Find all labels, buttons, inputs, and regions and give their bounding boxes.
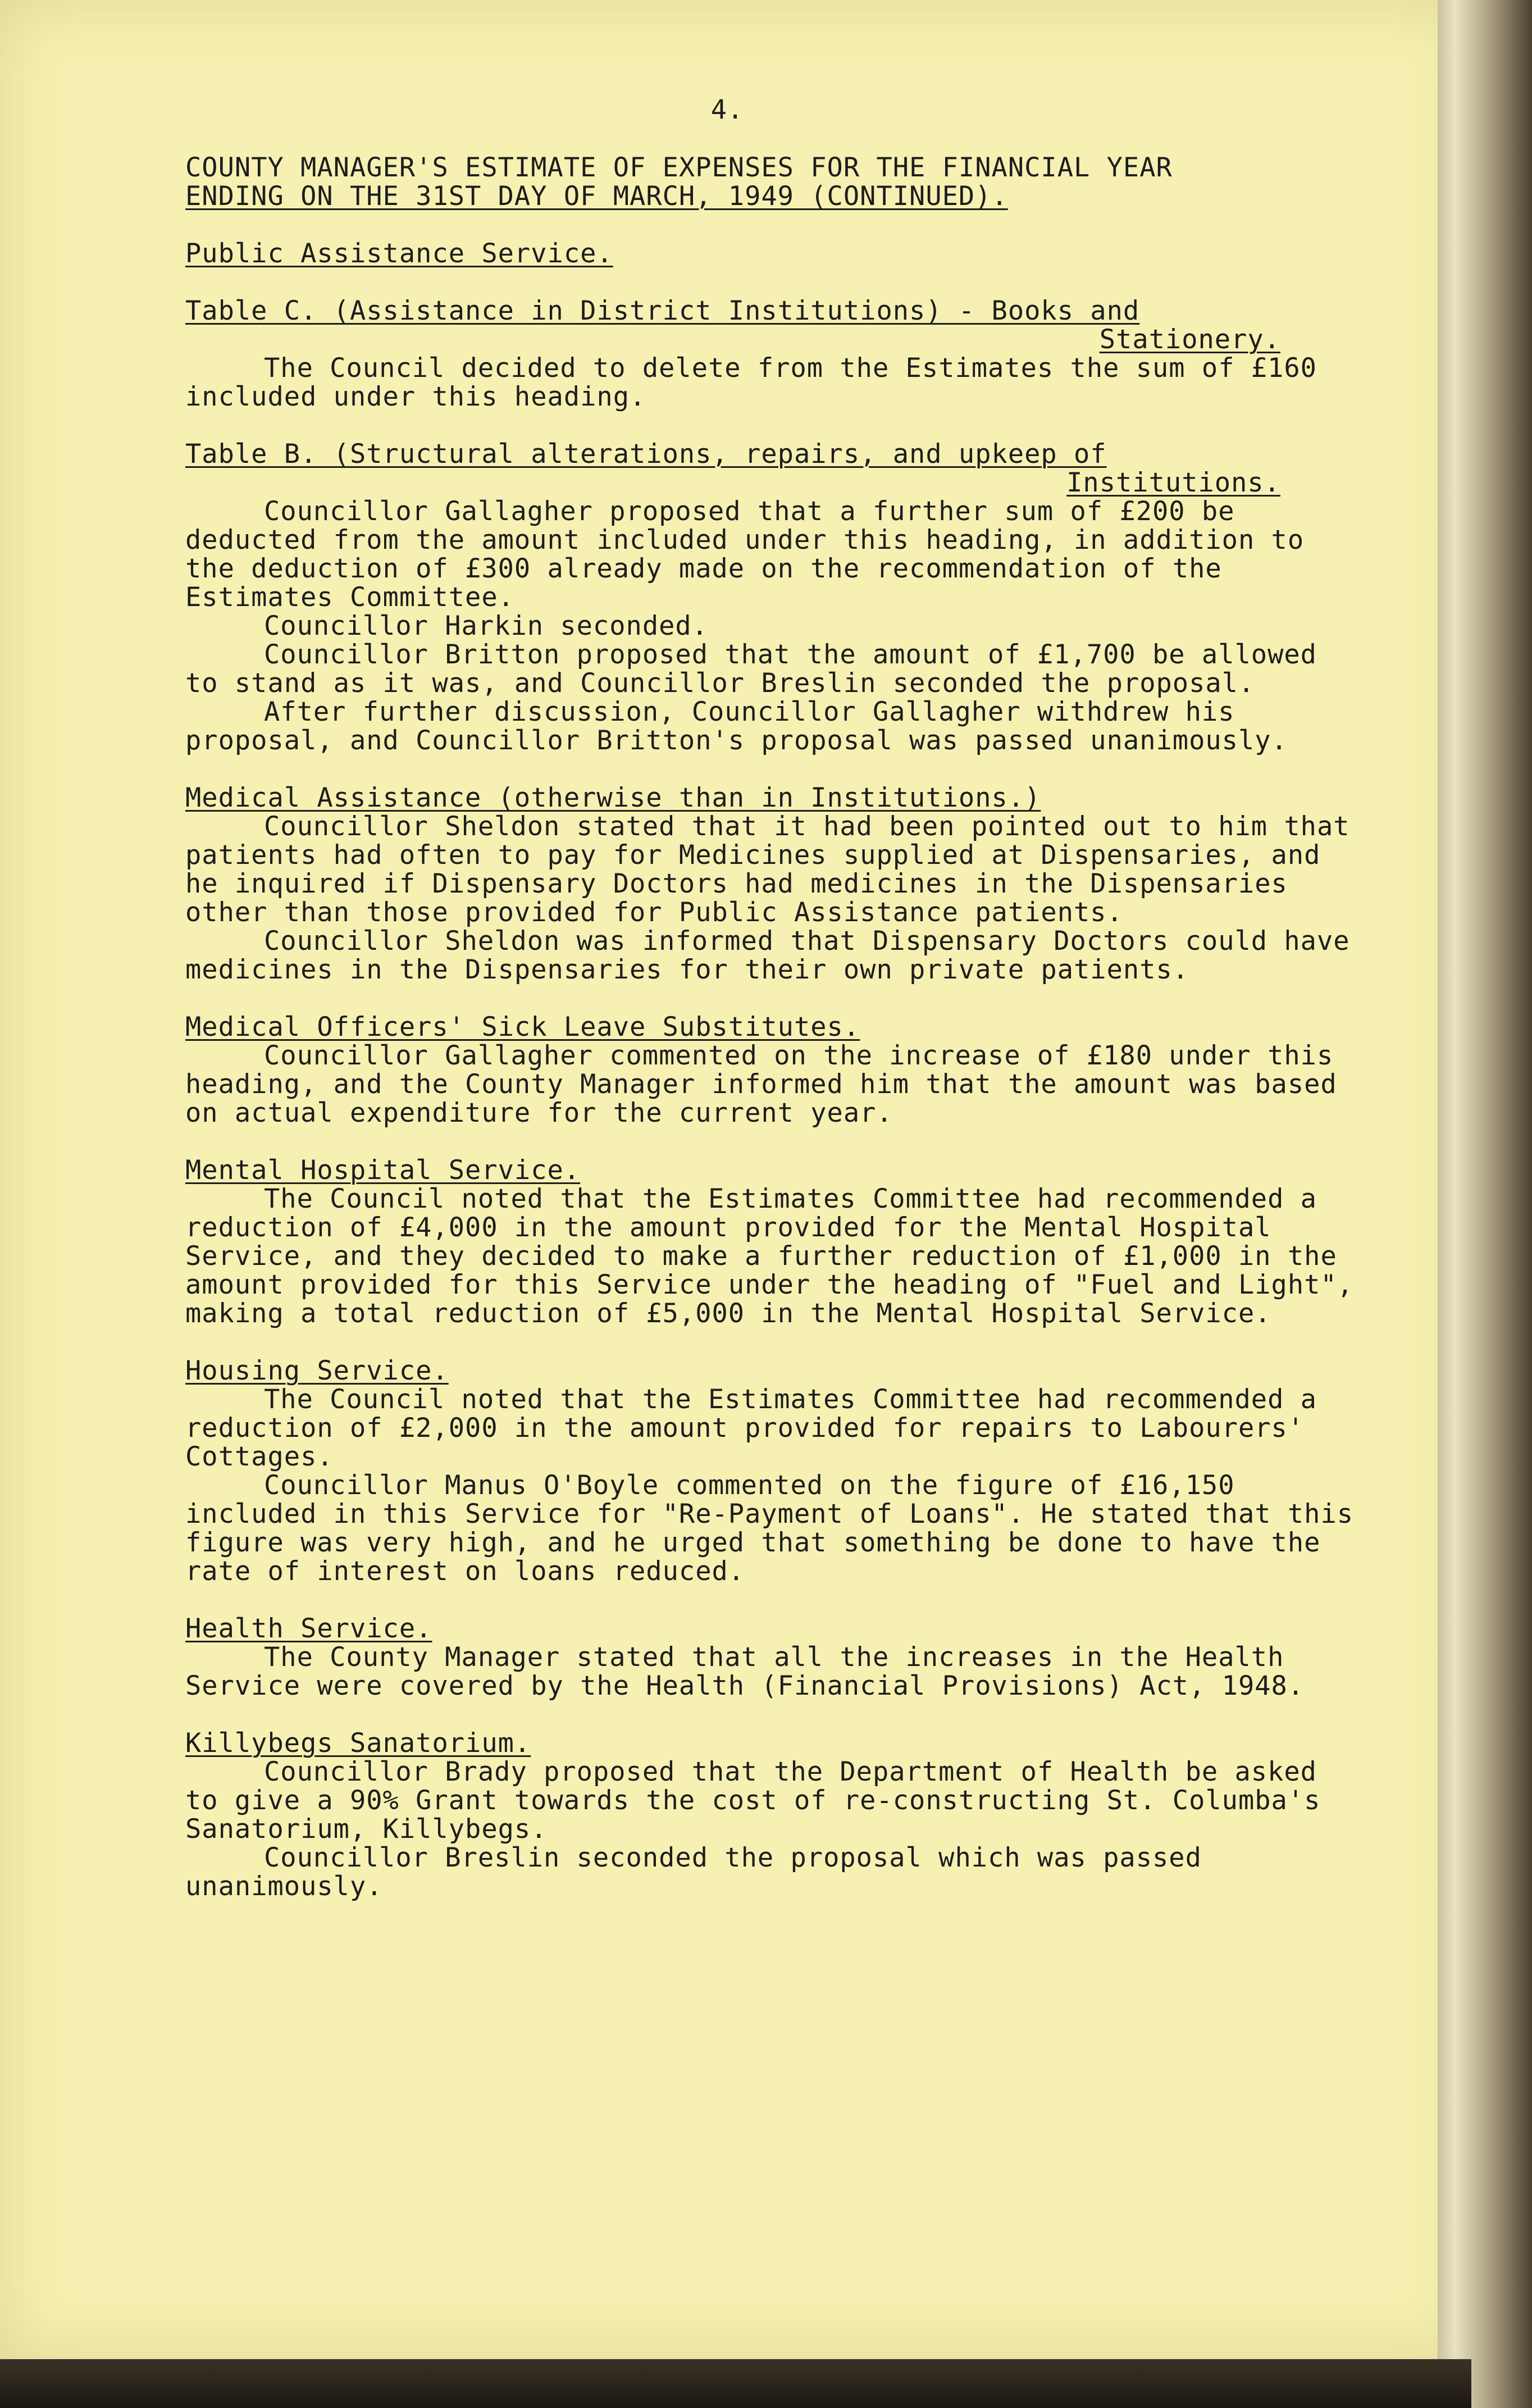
heading-medical-assistance: Medical Assistance (otherwise than in Institutions.) [185, 782, 1041, 813]
section-medical-officers [185, 1013, 1365, 1127]
paragraph: Councillor Harkin seconded. [264, 611, 709, 641]
paragraph: The County Manager stated that all the increases in the Health Service were covered by the Health (Financial Provisions) Act, 1948. [185, 1642, 1305, 1701]
section-table-c [185, 297, 1365, 411]
paragraph: The Council noted that the Estimates Committee had recommended a reduction of £4,000 in the amount provided for the Mental Hospital Service, and they decided to make a further reduction of £1,000 in the amount provided for this Service under the heading of "Fuel and Light", making a total reduction of £5,000 in the Mental Hospital Service. [185, 1183, 1354, 1329]
paragraph: Councillor Brady proposed that the Department of Health be asked to give a 90% Grant towards the cost of re-constructing St. Columba's Sanatorium, Killybegs. [185, 1756, 1321, 1845]
section-medical-assistance [185, 784, 1365, 984]
heading-mental-hospital: Mental Hospital Service. [185, 1155, 581, 1186]
section-public-assistance [185, 239, 1365, 268]
section-table-b [185, 440, 1365, 755]
heading-health: Health Service. [185, 1613, 432, 1644]
paragraph: Councillor Sheldon stated that it had been pointed out to him that patients had often to pay for Medicines supplied at Dispensaries, and he inquired if Dispensary Doctors had medicines in the Dispensaries other than those provided for Public Assistance patients. [185, 811, 1350, 928]
heading-killybegs: Killybegs Sanatorium. [185, 1728, 531, 1759]
paragraph: After further discussion, Councillor Gallagher withdrew his proposal, and Councillor Britton's proposal was passed unanimously. [185, 697, 1288, 756]
heading-table-b-line1: Table B. (Structural alterations, repairs, and upkeep of [185, 439, 1107, 470]
heading-housing: Housing Service. [185, 1355, 449, 1386]
paragraph: The Council decided to delete from the Estimates the sum of £160 included under this heading. [185, 353, 1317, 412]
paragraph: The Council noted that the Estimates Committee had recommended a reduction of £2,000 in the amount provided for repairs to Labourers' Cottages. [185, 1384, 1317, 1472]
heading-table-b-line2: Institutions. [1066, 467, 1280, 498]
paragraph: Councillor Gallagher commented on the increase of £180 under this heading, and the County Manager informed him that the amount was based on actual expenditure for the current year. [185, 1040, 1337, 1128]
section-killybegs [185, 1729, 1365, 1901]
heading-public-assistance: Public Assistance Service. [185, 238, 613, 269]
document-body [185, 95, 1365, 1901]
heading-table-c-line1: Table C. (Assistance in District Institutions) - Books and [185, 295, 1140, 326]
paragraph: Councillor Manus O'Boyle commented on the figure of £16,150 included in this Service for "Re-Payment of Loans". He stated that this figure was very high, and he urged that something be done to have the rate of interest on loans reduced. [185, 1470, 1354, 1587]
document-title [185, 153, 1365, 211]
section-health [185, 1614, 1365, 1700]
section-mental-hospital [185, 1156, 1365, 1328]
page-number: 4. [710, 94, 744, 125]
heading-medical-officers: Medical Officers' Sick Leave Substitutes. [185, 1012, 860, 1043]
page-bottom-shadow [0, 2359, 1471, 2408]
title-line-1: COUNTY MANAGER'S ESTIMATE OF EXPENSES FOR THE FINANCIAL YEAR [185, 152, 1173, 183]
paragraph: Councillor Sheldon was informed that Dispensary Doctors could have medicines in the Dispensaries for their own private patients. [185, 926, 1350, 985]
paragraph: Councillor Britton proposed that the amount of £1,700 be allowed to stand as it was, and Councillor Breslin seconded the proposal. [185, 639, 1317, 699]
section-housing [185, 1357, 1365, 1586]
heading-table-c-line2: Stationery. [1099, 324, 1280, 355]
paragraph: Councillor Gallagher proposed that a further sum of £200 be deducted from the amount included under this heading, in addition to the deduction of £300 already made on the recommendation of the Estimates Committee. [185, 496, 1305, 613]
paragraph: Councillor Breslin seconded the proposal which was passed unanimously. [185, 1842, 1202, 1902]
book-binding-edge [1438, 0, 1532, 2408]
title-line-2: ENDING ON THE 31ST DAY OF MARCH, 1949 (CONTINUED). [185, 181, 1008, 212]
